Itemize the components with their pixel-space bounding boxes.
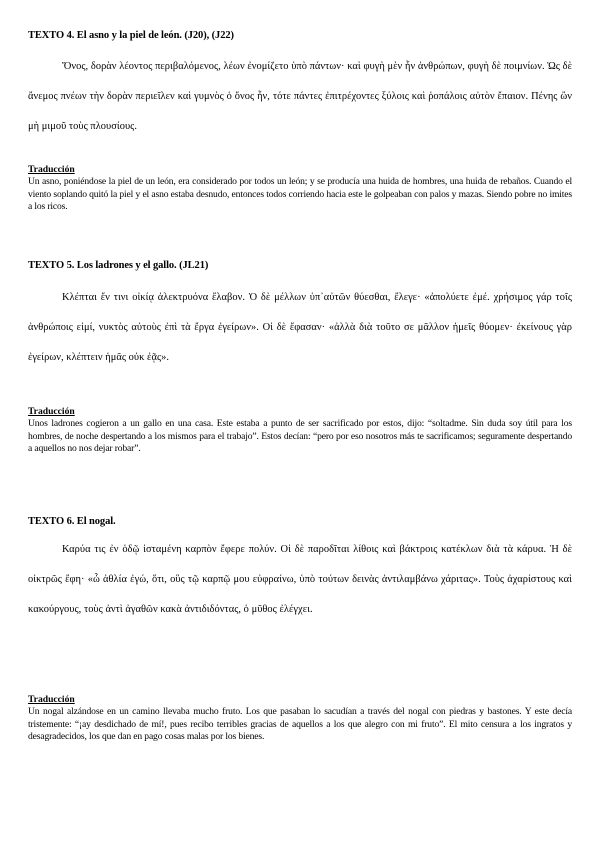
- translation-label: Traducción: [28, 694, 75, 705]
- translation-label: Traducción: [28, 164, 75, 175]
- translation-text: Un nogal alzándose en un camino llevaba mucho fruto. Los que pasaban lo sacudían a través del nogal con piedras y bastones. Y este decía tristemente: “¡ay desdichado de mí!, pues recibo terribles gracias de aquellos a los que alegro con mi fruto”. El mito censura a los ingratos y desagradecidos, los que dan en pago cosas malas por los bienes.: [28, 706, 572, 743]
- section-heading: TEXTO 5. Los ladrones y el gallo. (JL21): [28, 260, 209, 271]
- greek-text: Κλέπται ἔν τινι οἰκίᾳ ἀλεκτρυόνα ἔλαβον. Ὁ δὲ μέλλων ὑπ᾽αὐτῶν θύεσθαι, ἔλεγε· «ἀπολύετε ἐμέ. χρήσιμος γάρ τοῖς ἀνθρώποις εἰμί, νυκτὸς αὐτοὺς ἐπὶ τὰ ἔργα ἐγείρων». Οἱ δὲ ἔφασαν· «ἀλλὰ διὰ τοῦτο σε μᾶλλον ἡμεῖς θύομεν· ἐκείνους γὰρ ἐγείρων, κλέπτειν ἡμᾶς οὐκ ἐᾷς».: [28, 292, 572, 363]
- translation-label: Traducción: [28, 406, 75, 417]
- greek-text: Καρύα τις ἐν ὁδῷ ἱσταμένη καρπὸν ἔφερε πολύν. Οἱ δὲ παροδῖται λίθοις καὶ βάκτροις κατέκλων διὰ τὰ κάρυα. Ἡ δὲ οἰκτρῶς ἔφη· «ὦ ἀθλία ἐγώ, ὅτι, οὓς τῷ καρπῷ μου εὐφραίνω, ὑπὸ τούτων δεινὰς ἀντιλαμβάνω χάριτας». Τοὺς ἀχαρίστους καὶ κακούργους, τοὺς ἀντὶ ἀγαθῶν κακὰ ἀντιδιδόντας, ὁ μῦθος ἐλέγχει.: [28, 544, 572, 615]
- greek-text: Ὄνος, δορὰν λέοντος περιβαλόμενος, λέων ἐνομίζετο ὑπὸ πάντων· καὶ φυγὴ μὲν ἦν ἀνθρώπων, φυγὴ δὲ ποιμνίων. Ὡς δὲ ἄνεμος πνέων τὴν δορὰν περιεῖλεν καὶ γυμνὸς ὁ ὄνος ἦν, τότε πάντες ἐπιτρέχοντες ξύλοις καὶ ῥοπάλοις αὐτὸν ἔπαιον. Πένης ὢν μὴ μιμοῦ τοὺς πλουσίους.: [28, 61, 572, 132]
- translation-text: Unos ladrones cogieron a un gallo en una casa. Este estaba a punto de ser sacrificado por estos, dijo: “soltadme. Sin duda soy útil para los hombres, de noche despertando a los mismos para el trabajo”. Estos decían: “pero por eso nosotros más te sacrificamos; seguramente despertando a aquellos no nos dejar robar”.: [28, 418, 572, 455]
- translation-text: Un asno, poniéndose la piel de un león, era considerado por todos un león; y se producía una huida de hombres, una huida de rebaños. Cuando el viento soplando quitó la piel y el asno estaba desnudo, entonces todos corriendo hacia este le golpeaban con palos y mazas. Siendo pobre no imites a los ricos.: [28, 176, 572, 213]
- section-heading: TEXTO 4. El asno y la piel de león. (J20), (J22): [28, 30, 234, 41]
- section-heading: TEXTO 6. El nogal.: [28, 516, 116, 527]
